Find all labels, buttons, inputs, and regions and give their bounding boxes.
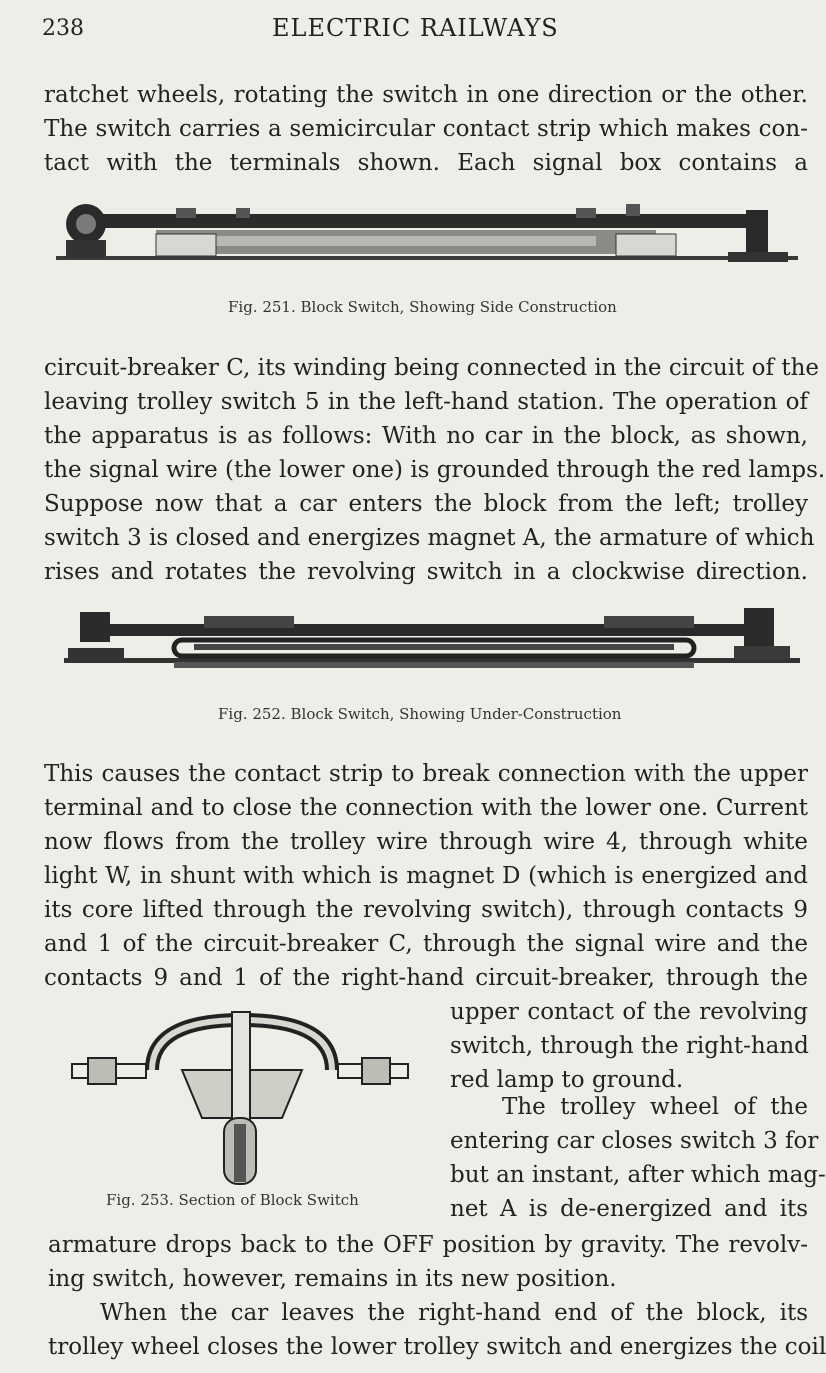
text-line: The trolley wheel of the <box>502 1094 808 1120</box>
text-line: light W, in shunt with which is magnet D (which is energized and <box>44 863 808 889</box>
text-line: contacts 9 and 1 of the right-hand circuit-breaker, through the <box>44 965 808 991</box>
fig-253-caption: Fig. 253. Section of Block Switch <box>106 1191 359 1209</box>
text-line: This causes the contact strip to break connection with the upper <box>44 761 808 787</box>
paragraph-1 <box>44 78 808 180</box>
paragraph-4-full <box>48 1228 808 1296</box>
text-line: switch 3 is closed and energizes magnet A, the armature of which <box>44 525 815 551</box>
paragraph-3-wrap <box>450 995 808 1097</box>
text-line: the apparatus is as follows: With no car in the block, as shown, <box>44 423 808 449</box>
fig-251-caption: Fig. 251. Block Switch, Showing Side Construction <box>228 298 617 316</box>
fig-252-caption: Fig. 252. Block Switch, Showing Under-Construction <box>218 705 622 723</box>
text-line: Suppose now that a car enters the block from the left; trolley <box>44 491 808 517</box>
block-switch-side-figure <box>56 190 798 274</box>
text-line: rises and rotates the revolving switch in a clockwise direction. <box>44 559 808 585</box>
text-line: trolley wheel closes the lower trolley switch and energizes the coil <box>48 1334 826 1360</box>
text-line: entering car closes switch 3 for <box>450 1128 819 1154</box>
text-line: ratchet wheels, rotating the switch in one direction or the other. <box>44 82 808 108</box>
text-line: tact with the terminals shown. Each signal box contains a <box>44 150 808 176</box>
text-line: When the car leaves the right-hand end of the block, its <box>100 1300 808 1326</box>
text-line <box>44 385 808 419</box>
text-line: upper contact of the revolving <box>450 999 808 1025</box>
running-title: ELECTRIC RAILWAYS <box>272 14 559 42</box>
block-switch-section-figure <box>52 1008 412 1188</box>
text-line: The switch carries a semicircular contact strip which makes con- <box>44 116 808 142</box>
text-line: red lamp to ground. <box>450 1067 684 1093</box>
block-switch-under-figure <box>64 598 800 678</box>
text-line-content: leaving trolley switch 5 in the left-hand station. The operation of <box>44 389 808 415</box>
text-line: terminal and to close the connection with the lower one. Current <box>44 795 808 821</box>
text-line: but an instant, after which mag- <box>450 1162 826 1188</box>
text-line: net A is de-energized and its <box>450 1196 808 1222</box>
paragraph-4-wrap <box>450 1090 826 1226</box>
text-line-content: circuit-breaker C, its winding being connected in the circuit of the <box>44 355 819 381</box>
text-line <box>44 351 819 385</box>
page-header <box>42 14 806 50</box>
paragraph-2 <box>44 351 826 589</box>
text-line: ing switch, however, remains in its new position. <box>48 1266 617 1292</box>
text-line: and 1 of the circuit-breaker C, through the signal wire and the <box>44 931 808 957</box>
text-line: the signal wire (the lower one) is grounded through the red lamps. <box>44 457 826 483</box>
paragraph-3 <box>44 757 808 995</box>
text-line: now flows from the trolley wire through wire 4, through white <box>44 829 808 855</box>
page-number: 238 <box>42 16 84 41</box>
paragraph-5 <box>48 1296 826 1364</box>
text-line: its core lifted through the revolving switch), through contacts 9 <box>44 897 808 923</box>
text-line: switch, through the right-hand <box>450 1033 809 1059</box>
text-line: armature drops back to the OFF position by gravity. The revolv- <box>48 1232 808 1258</box>
